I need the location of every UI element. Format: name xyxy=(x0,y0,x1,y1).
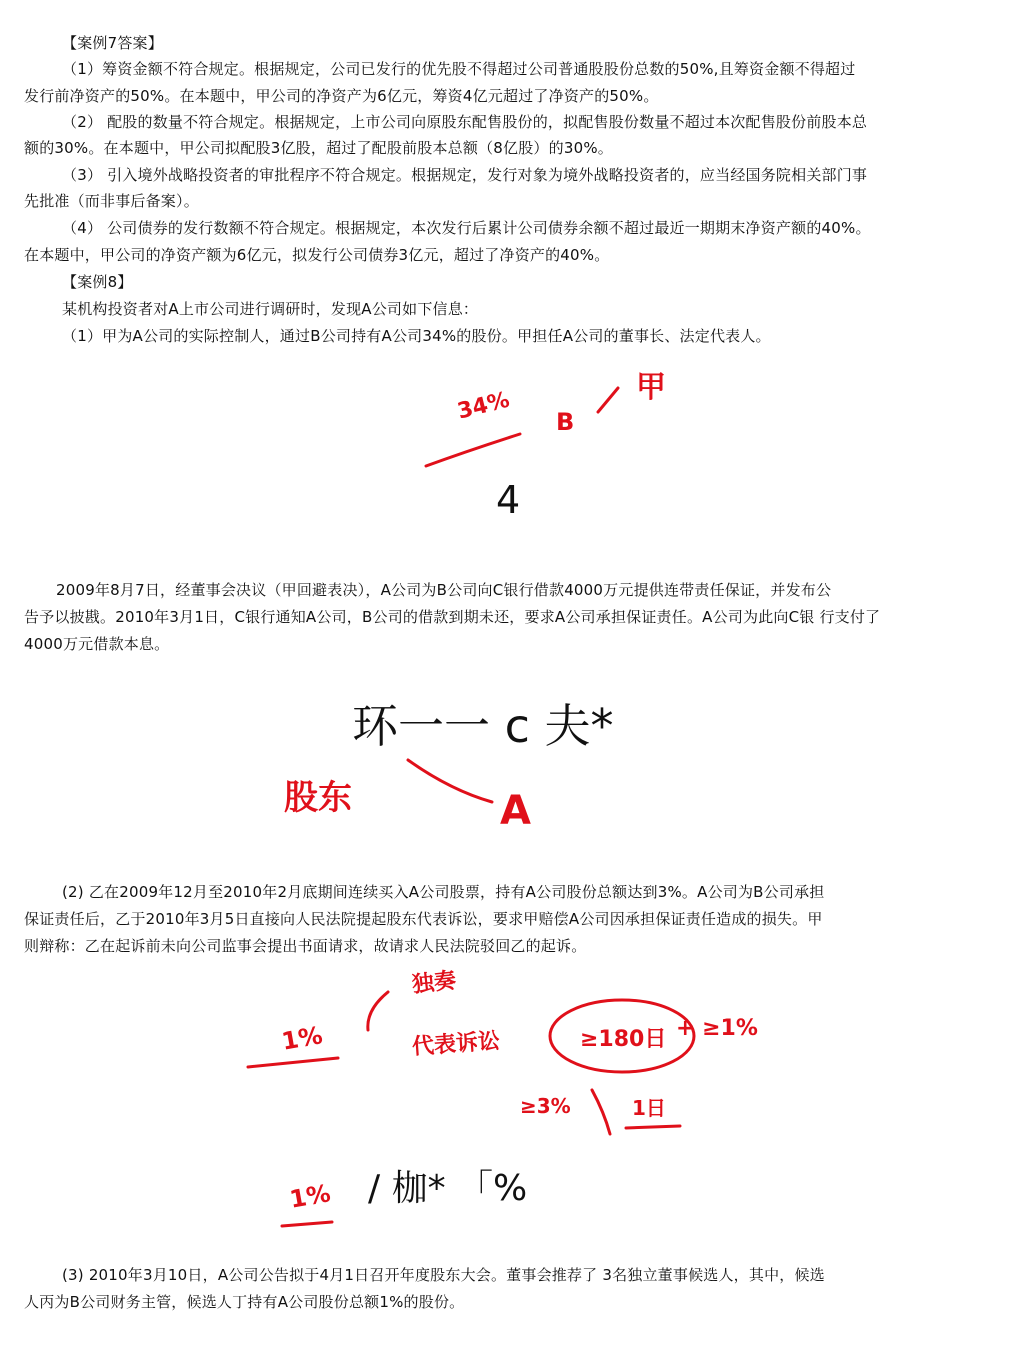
handwritten-ge-3-percent: ≥3% xyxy=(520,1094,571,1118)
handwritten-180-days: ≥180日 xyxy=(580,1027,667,1052)
handwritten-dujia: 独奏 xyxy=(410,968,458,998)
case7-answer-2-line2: 额的30%。在本题中，甲公司拟配股3亿股，超过了配股前股本总额（8亿股）的30%。 xyxy=(24,139,613,157)
case7-answer-4-line1: （4） 公司债券的发行数额不符合规定。根据规定，本次发行后累计公司债券余额不超过最近一期期末净资产额的40%。 xyxy=(62,219,871,237)
case7-answer-1-line1: （1）筹资金额不符合规定。根据规定，公司已发行的优先股不得超过公司普通股股份总数的50%,且筹资金额不得超过 xyxy=(62,60,856,78)
case7-answer-3-line1: （3） 引入境外战略投资者的审批程序不符合规定。根据规定，发行对象为境外战略投资者的，应当经国务院相关部门事 xyxy=(62,166,868,184)
case8-item3-line1: (3) 2010年3月10日，A公司公告拟于4月1日召开年度股东大会。董事会推荐了 3名独立董事候选人，其中，候选 xyxy=(62,1266,825,1284)
case8-item3-line2: 人丙为B公司财务主管，候选人丁持有A公司股份总额1%的股份。 xyxy=(24,1293,465,1311)
figure3-text: / 枷* 「% xyxy=(368,1168,528,1209)
case7-heading: 【案例7答案】 xyxy=(62,34,163,52)
handwritten-1-day: 1日 xyxy=(632,1096,666,1120)
handwritten-a: A xyxy=(500,788,531,834)
case8-item2-line3: 则辩称：乙在起诉前未向公司监事会提出书面请求，故请求人民法院驳回乙的起诉。 xyxy=(24,937,587,955)
case7-answer-4-line2: 在本题中，甲公司的净资产额为6亿元，拟发行公司债券3亿元，超过了净资产的40%。 xyxy=(24,246,610,264)
handwritten-1-percent: 1% xyxy=(279,1021,325,1056)
handwritten-jia: 甲 xyxy=(636,370,666,405)
case8-item1: （1）甲为A公司的实际控制人，通过B公司持有A公司34%的股份。甲担任A公司的董事长、法定代表人。 xyxy=(62,327,771,345)
handwritten-ge-1-percent: + ≥1% xyxy=(676,1016,758,1041)
case8-heading: 【案例8】 xyxy=(62,273,133,291)
case8-para2-line3: 4000万元借款本息。 xyxy=(24,635,170,653)
handwritten-daibiao-susong: 代表诉讼 xyxy=(411,1028,501,1060)
case8-para2-line1: 2009年8月7日，经董事会决议（甲回避表决），A公司为B公司向C银行借款4000万元提供连带责任保证，并发布公 xyxy=(56,581,832,599)
case8-intro: 某机构投资者对A上市公司进行调研时，发现A公司如下信息： xyxy=(62,300,479,318)
handwritten-gudong: 股东 xyxy=(284,778,352,818)
handwritten-34-percent: 34% xyxy=(454,387,513,425)
case8-item2-line2: 保证责任后，乙于2010年3月5日直接向人民法院提起股东代表诉讼，要求甲赔偿A公司因承担保证责任造成的损失。甲 xyxy=(24,910,823,928)
case7-answer-2-line1: （2） 配股的数量不符合规定。根据规定，上市公司向原股东配售股份的，拟配售股份数量不超过本次配售股份前股本总 xyxy=(62,113,868,131)
case7-answer-1-line2: 发行前净资产的50%。在本题中，甲公司的净资产为6亿元，筹资4亿元超过了净资产的50%。 xyxy=(24,87,659,105)
case7-answer-3-line2: 先批准（而非事后备案）。 xyxy=(24,192,199,210)
handwritten-1-percent-lower: 1% xyxy=(287,1179,333,1214)
handwritten-b: B xyxy=(556,408,575,436)
figure1-number: 4 xyxy=(496,478,521,522)
case8-item2-line1: (2) 乙在2009年12月至2010年2月底期间连续买入A公司股票，持有A公司股份总额达到3%。A公司为B公司承担 xyxy=(62,883,825,901)
figure2-text: 环一一 c 夫* xyxy=(352,699,614,753)
case8-para2-line2: 告予以披戡。2010年3月1日，C银行通知A公司，B公司的借款到期未还，要求A公司承担保证责任。A公司为此向C银 行支付了 xyxy=(24,608,881,626)
